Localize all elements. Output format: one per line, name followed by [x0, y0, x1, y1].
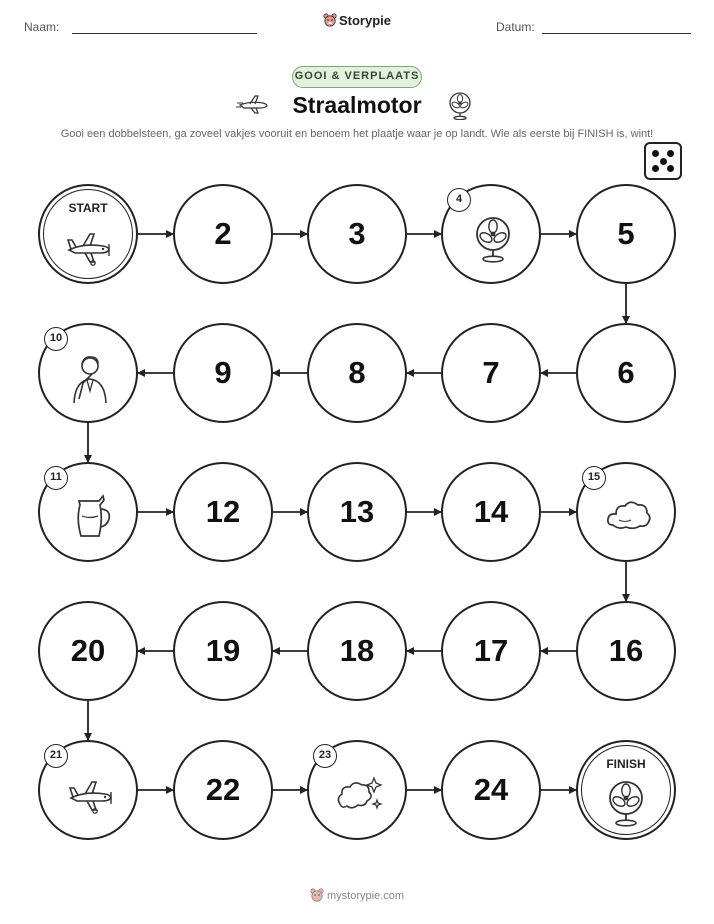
cell-number: 24 — [473, 772, 509, 807]
cell-number: 19 — [205, 633, 241, 668]
cell-number: 6 — [617, 355, 635, 390]
cell-number: 17 — [473, 633, 509, 668]
cell-17 — [441, 601, 541, 701]
cell-13 — [307, 462, 407, 562]
cell-number-badge: 21 — [44, 744, 68, 768]
cell-number-badge: 23 — [313, 744, 337, 768]
pitcher-icon — [65, 492, 115, 542]
cell-11 — [38, 462, 138, 562]
airplane-icon — [65, 770, 115, 820]
cell-20 — [38, 601, 138, 701]
cell-5 — [576, 184, 676, 284]
category-tag: GOOI & VERPLAATS — [292, 66, 422, 88]
cell-start — [38, 184, 138, 284]
cloud-icon — [603, 492, 653, 542]
page-title: Straalmotor — [292, 92, 422, 118]
cell-number: 12 — [205, 494, 241, 529]
cell-14 — [441, 462, 541, 562]
cell-21 — [38, 740, 138, 840]
cell-number: 5 — [617, 216, 635, 251]
cell-label: START — [68, 201, 108, 215]
cell-7 — [441, 323, 541, 423]
cell-number: 22 — [205, 772, 241, 807]
cell-23 — [307, 740, 407, 840]
cell-18 — [307, 601, 407, 701]
cell-number: 8 — [348, 355, 366, 390]
footer — [0, 888, 714, 902]
cell-number-badge: 10 — [44, 327, 68, 351]
cell-number: 13 — [339, 494, 375, 529]
footer-url: mystorypie.com — [326, 890, 405, 902]
cell-finish — [576, 740, 676, 840]
date-label: Datum: — [496, 20, 535, 34]
cell-12 — [173, 462, 273, 562]
airplane-icon — [63, 222, 113, 272]
cell-number: 16 — [608, 633, 644, 668]
cell-number: 18 — [339, 633, 375, 668]
cell-4 — [441, 184, 541, 284]
thinking-man-icon — [65, 353, 115, 403]
cell-15 — [576, 462, 676, 562]
cell-number-badge: 11 — [44, 466, 68, 490]
bear-icon — [310, 888, 324, 902]
cell-8 — [307, 323, 407, 423]
cell-number: 20 — [70, 633, 106, 668]
cell-number: 9 — [214, 355, 232, 390]
brand-name: Storypie — [338, 13, 391, 28]
cell-number-badge: 15 — [582, 466, 606, 490]
cell-19 — [173, 601, 273, 701]
instructions: Gooi een dobbelsteen, ga zoveel vakjes vooruit en benoem het plaatje waar je op landt. Wie als eerste bij FINISH is, wint! — [60, 128, 654, 140]
cell-3 — [307, 184, 407, 284]
cell-label: FINISH — [606, 757, 646, 771]
cell-2 — [173, 184, 273, 284]
cell-number: 3 — [348, 216, 366, 251]
cell-number: 2 — [214, 216, 232, 251]
fan-icon — [601, 778, 651, 828]
cell-number: 7 — [482, 355, 500, 390]
steam-puff-icon — [334, 770, 384, 820]
cell-number: 14 — [473, 494, 509, 529]
cell-10 — [38, 323, 138, 423]
cell-9 — [173, 323, 273, 423]
cell-16 — [576, 601, 676, 701]
cell-24 — [441, 740, 541, 840]
cell-number-badge: 4 — [447, 188, 471, 212]
name-label: Naam: — [24, 20, 60, 34]
cell-6 — [576, 323, 676, 423]
cell-22 — [173, 740, 273, 840]
fan-icon — [468, 214, 518, 264]
